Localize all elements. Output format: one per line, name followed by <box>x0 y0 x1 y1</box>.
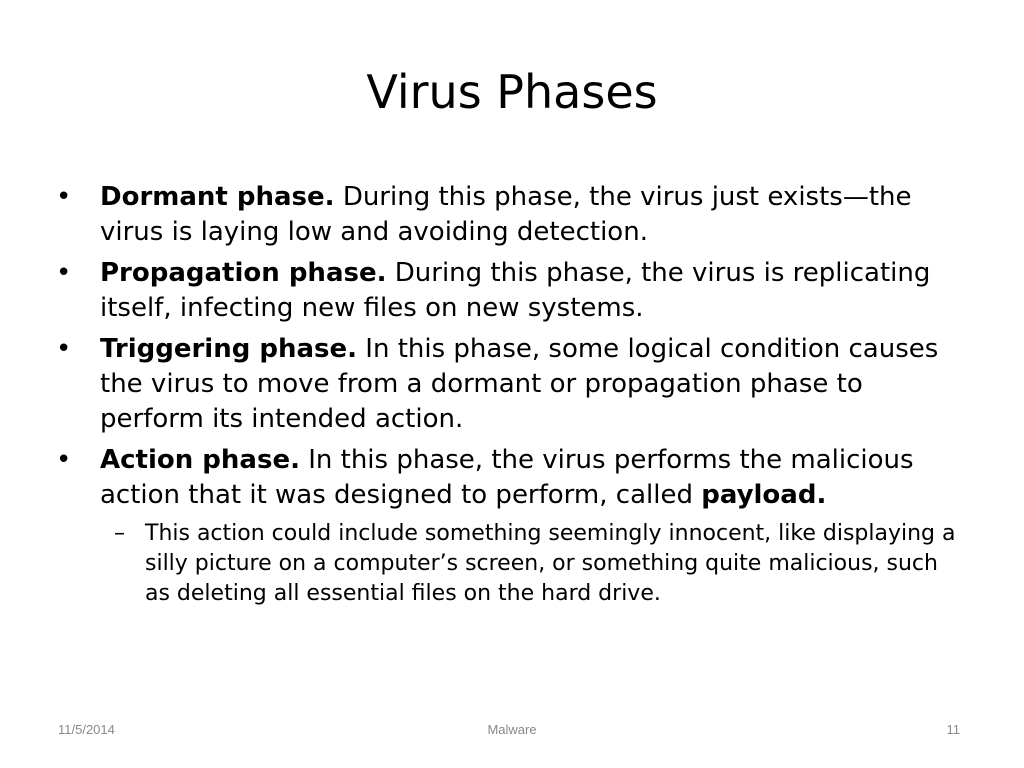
bullet-marker: • <box>56 258 72 288</box>
bullet-marker: • <box>56 182 72 212</box>
footer-title: Malware <box>487 722 537 737</box>
sub-bullet-text: This action could include something seemingly innocent, like displaying a silly picture on a computer’s screen, or something quite malicious, such as deleting all essential files on the hard drive. <box>145 521 956 606</box>
bullet-term: Dormant phase. <box>100 182 335 212</box>
sub-bullet-marker: – <box>114 521 125 546</box>
bullet-text: During this phase, the virus just exists—the virus is laying low and avoiding detection. <box>100 182 912 247</box>
bullet-list <box>56 180 956 615</box>
bullet-text: In this phase, the virus performs the malicious action that it was designed to perform, called <box>100 445 914 510</box>
bullet-marker: • <box>56 334 72 364</box>
bullet-emphasis: payload. <box>701 480 827 510</box>
bullet-term: Action phase. <box>100 445 300 475</box>
bullet-term: Triggering phase. <box>100 334 358 364</box>
bullet-term: Propagation phase. <box>100 258 387 288</box>
bullet-marker: • <box>56 445 72 475</box>
bullet-dormant-phase <box>56 180 956 250</box>
sub-bullet-item <box>100 519 956 609</box>
bullet-action-phase <box>56 443 956 609</box>
bullet-text: In this phase, some logical condition causes the virus to move from a dormant or propagation phase to perform its intended action. <box>100 334 939 434</box>
footer-page-number: 11 <box>946 722 960 737</box>
footer-date: 11/5/2014 <box>58 722 115 737</box>
sub-bullet-list <box>100 519 956 609</box>
slide-title: Virus Phases <box>366 65 658 119</box>
bullet-triggering-phase <box>56 332 956 437</box>
bullet-text: During this phase, the virus is replicating itself, infecting new files on new systems. <box>100 258 931 323</box>
bullet-propagation-phase <box>56 256 956 326</box>
